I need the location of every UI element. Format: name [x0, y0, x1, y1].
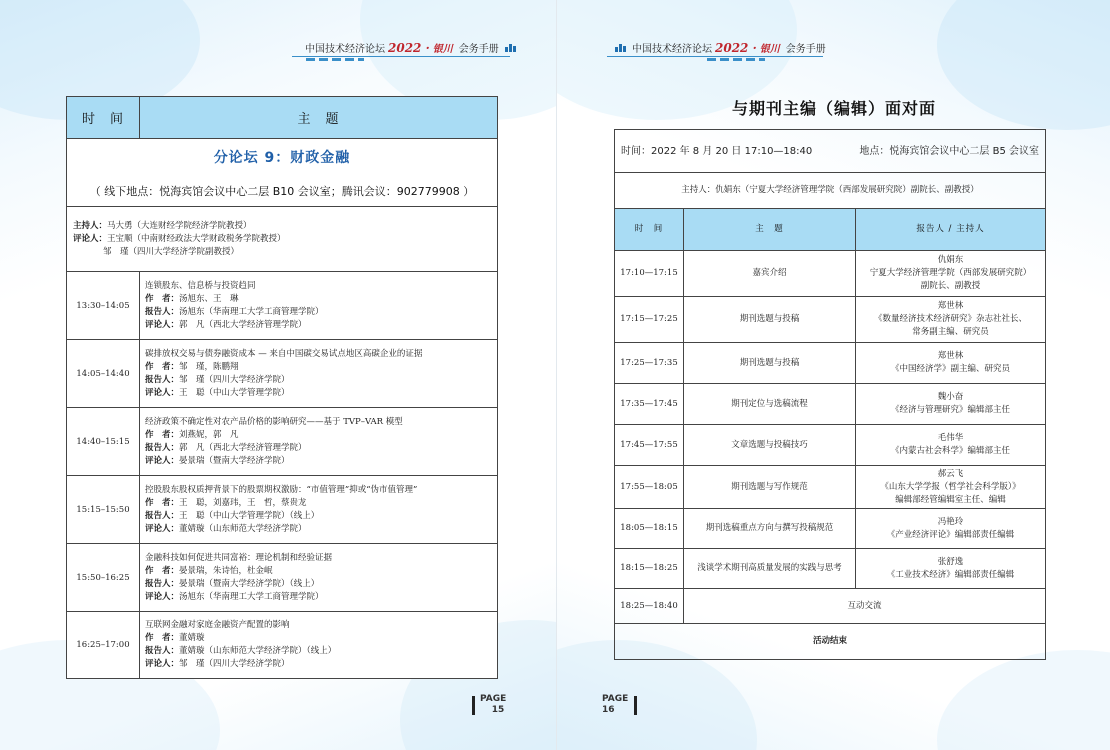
page-label: PAGE — [602, 694, 629, 704]
header-rule — [607, 56, 823, 57]
session-reporter: 邹 瑾（四川大学经济学院） — [179, 374, 290, 385]
row-time: 17:35—17:45 — [615, 384, 684, 425]
header-handbook: 会务手册 — [785, 44, 826, 55]
col-time-header: 时 间 — [615, 209, 684, 251]
header-handbook: 会务手册 — [458, 44, 499, 55]
reviewer-label: 评论人： — [145, 523, 180, 534]
speaker-line: 宁夏大学经济管理学院（西部发展研究院） — [869, 268, 1032, 278]
speaker-line: 《中国经济学》副主编、研究员 — [890, 364, 1010, 374]
forum-location: （ 线下地点：悦海宾馆会议中心二层 B10 会议室；腾讯会议：902779908 ） — [89, 184, 475, 198]
header-forum: 中国技术经济论坛 — [305, 44, 385, 55]
host-line: 主持人：仇娟东（宁夏大学经济管理学院（西部发展研究院）副院长、副教授） — [615, 173, 1046, 209]
row-speaker — [856, 297, 1046, 343]
session-time: 14:40–15:15 — [67, 408, 140, 476]
session-authors: 王 聪，刘嘉玮，王 哲，蔡贵龙 — [179, 497, 307, 508]
table-row — [615, 343, 1046, 384]
reviewer-label: 评论人： — [145, 659, 180, 669]
session-reviewer: 董婧璇（山东师范大学经济学院） — [179, 523, 307, 534]
row-speaker — [856, 343, 1046, 384]
row-topic: 期刊选题与投稿 — [684, 297, 856, 343]
meeting-table — [614, 129, 1046, 660]
session-row — [67, 612, 498, 679]
reporter-label: 报告人： — [145, 442, 180, 453]
page-number-value: 16 — [602, 705, 615, 715]
running-header — [305, 40, 516, 55]
author-label: 作 者： — [145, 293, 180, 304]
row-time: 17:55—18:05 — [615, 466, 684, 509]
session-title: 连锁股东、信息桥与投资趋同 — [145, 280, 256, 291]
table-row — [615, 509, 1046, 549]
forum-banner — [67, 139, 498, 207]
forum-title: 分论坛 9：财政金融 — [213, 149, 351, 166]
session-reviewer: 汤旭东（华南理工大学工商管理学院） — [179, 591, 324, 602]
speaker-line: 《工业技术经济》编辑部责任编辑 — [886, 569, 1015, 580]
host-label: 主持人： — [73, 220, 108, 231]
reporter-label: 报告人： — [145, 646, 180, 656]
session-authors: 邹 瑾，陈鹏翔 — [179, 361, 239, 372]
session-time: 14:05–14:40 — [67, 340, 140, 408]
session-time: 15:50–16:25 — [67, 544, 140, 612]
col-topic-header: 主 题 — [140, 97, 498, 139]
session-time: 15:15–15:50 — [67, 476, 140, 544]
row-speaker — [856, 466, 1046, 509]
session-reviewer: 郭 凡（西北大学经济管理学院） — [179, 319, 307, 330]
reviewer-label: 评论人： — [145, 387, 180, 398]
speaker-line: 魏小奋 — [937, 392, 964, 402]
session-row — [67, 544, 498, 612]
row-speaker — [856, 425, 1046, 466]
page-label: PAGE — [480, 694, 507, 704]
speaker-line: 郑世林 — [937, 351, 964, 361]
row-topic: 浅谈学术期刊高质量发展的实践与思考 — [684, 549, 856, 589]
session-title: 经济政策不确定性对农产品价格的影响研究——基于 TVP–VAR 模型 — [145, 416, 403, 427]
table-row — [615, 297, 1046, 343]
reporter-label: 报告人： — [145, 374, 180, 385]
host-name: 马大勇（大连财经学院经济学院教授） — [107, 220, 252, 231]
page-number — [480, 694, 506, 716]
background-decoration — [937, 650, 1110, 750]
table-row — [615, 466, 1046, 509]
speaker-line: 郝云飞 — [937, 468, 964, 479]
speaker-line: 《数量经济技术经济研究》杂志社社长、 — [873, 314, 1027, 324]
row-time: 18:15—18:25 — [615, 549, 684, 589]
row-speaker — [856, 251, 1046, 297]
session-time: 13:30–14:05 — [67, 272, 140, 340]
session-reporter: 董婧璇（山东师范大学经济学院）（线上） — [179, 646, 337, 656]
bar-logo-icon — [505, 43, 516, 52]
session-row — [67, 408, 498, 476]
session-reporter: 郭 凡（西北大学经济管理学院） — [179, 442, 307, 453]
speaker-line: 《经济与管理研究》编辑部主任 — [890, 405, 1010, 415]
page-title: 与期刊主编（编辑）面对面 — [731, 99, 936, 118]
header-rule — [292, 56, 510, 57]
speaker-line: 常务副主编、研究员 — [912, 327, 989, 337]
reviewer-label: 评论人： — [145, 455, 180, 466]
time-location-row — [615, 130, 1046, 173]
header-brand: 银川 — [759, 44, 780, 55]
speaker-line: 仇娟东 — [937, 255, 964, 265]
hosts-block — [67, 207, 498, 272]
header-dash — [306, 58, 364, 61]
row-speaker — [856, 384, 1046, 425]
author-label: 作 者： — [145, 633, 180, 643]
row-speaker — [856, 509, 1046, 549]
row-topic: 互动交流 — [684, 589, 1046, 624]
row-topic: 期刊定位与选稿流程 — [684, 384, 856, 425]
speaker-line: 编辑部经管编辑室主任、编辑 — [895, 494, 1006, 505]
header-brand: 银川 — [432, 44, 453, 55]
speaker-line: 冯艳玲 — [937, 516, 964, 527]
speaker-line: 张舒逸 — [937, 556, 964, 567]
author-label: 作 者： — [145, 565, 180, 576]
row-topic: 嘉宾介绍 — [684, 251, 856, 297]
author-label: 作 者： — [145, 429, 180, 440]
right-page — [556, 0, 1110, 750]
page-number-bar — [634, 696, 637, 715]
session-title: 互联网金融对家庭金融资产配置的影响 — [145, 620, 290, 630]
session-row — [67, 272, 498, 340]
row-time: 17:45—17:55 — [615, 425, 684, 466]
session-title: 控股股东股权质押背景下的股票期权激励：“市值管理”抑或“伪市值管理” — [145, 484, 418, 495]
row-time: 17:15—17:25 — [615, 297, 684, 343]
commentator-name: 王宝顺（中南财经政法大学财政税务学院教授） — [107, 233, 286, 244]
author-label: 作 者： — [145, 361, 180, 372]
header-dash — [707, 58, 765, 61]
session-reporter: 王 聪（中山大学管理学院）（线上） — [179, 510, 320, 521]
commentator-label: 评论人： — [73, 233, 108, 244]
session-row — [67, 340, 498, 408]
session-reviewer: 王 聪（中山大学管理学院） — [179, 387, 290, 398]
row-time: 18:25—18:40 — [615, 589, 684, 624]
session-reporter: 晏景瑞（暨南大学经济学院）（线上） — [179, 578, 320, 589]
speaker-line: 毛伟华 — [937, 433, 964, 443]
meeting-time: 时间：2022 年 8 月 20 日 17:10—18:40 — [621, 145, 813, 157]
author-label: 作 者： — [145, 497, 180, 508]
header-year: 2022 · — [715, 40, 757, 55]
reporter-label: 报告人： — [145, 578, 180, 589]
col-time-header: 时 间 — [67, 97, 140, 139]
reporter-label: 报告人： — [145, 510, 180, 521]
table-row — [615, 589, 1046, 624]
session-title: 金融科技如何促进共同富裕：理论机制和经验证据 — [145, 552, 333, 563]
row-topic: 期刊选题与写作规范 — [684, 466, 856, 509]
speaker-line: 郑世林 — [937, 301, 964, 311]
schedule-table — [66, 96, 498, 679]
speaker-line: 副院长、副教授 — [920, 281, 981, 291]
row-time: 17:10—17:15 — [615, 251, 684, 297]
row-topic: 期刊选稿重点方向与撰写投稿规范 — [684, 509, 856, 549]
session-authors: 董婧璇 — [179, 633, 205, 643]
end-row: 活动结束 — [615, 624, 1046, 660]
table-row — [615, 384, 1046, 425]
running-header — [615, 40, 826, 55]
session-title: 碳排放权交易与债券融资成本 — 来自中国碳交易试点地区高碳企业的证据 — [145, 348, 423, 359]
bar-logo-icon — [615, 43, 626, 52]
commentator-name: 邹 瑾（四川大学经济学院副教授） — [103, 246, 240, 257]
session-reviewer: 邹 瑾（四川大学经济学院） — [179, 659, 290, 669]
page-number-bar — [472, 696, 475, 715]
header-forum: 中国技术经济论坛 — [632, 44, 712, 55]
row-topic: 文章选题与投稿技巧 — [684, 425, 856, 466]
page-number-value: 15 — [491, 705, 505, 715]
page-number — [602, 694, 628, 716]
session-row — [67, 476, 498, 544]
speaker-line: 《产业经济评论》编辑部责任编辑 — [886, 529, 1015, 540]
speaker-line: 《山东大学学报（哲学社会科学版）》 — [880, 481, 1021, 492]
session-reporter: 汤旭东（华南理工大学工商管理学院） — [179, 306, 324, 317]
reporter-label: 报告人： — [145, 306, 180, 317]
table-row — [615, 251, 1046, 297]
session-authors: 汤旭东、王 琳 — [179, 293, 239, 304]
reviewer-label: 评论人： — [145, 319, 180, 330]
session-reviewer: 晏景瑞（暨南大学经济学院） — [179, 455, 290, 466]
row-time: 17:25—17:35 — [615, 343, 684, 384]
col-topic-header: 主 题 — [684, 209, 856, 251]
session-time: 16:25–17:00 — [67, 612, 140, 679]
session-authors: 晏景瑞，朱诗怡，杜金岷 — [179, 565, 273, 576]
table-row — [615, 549, 1046, 589]
table-row — [615, 425, 1046, 466]
header-year: 2022 · — [388, 40, 430, 55]
row-speaker — [856, 549, 1046, 589]
speaker-line: 《内蒙古社会科学》编辑部主任 — [890, 446, 1010, 456]
session-authors: 刘燕妮，郭 凡 — [179, 429, 239, 440]
reviewer-label: 评论人： — [145, 591, 180, 602]
meeting-location: 地点：悦海宾馆会议中心二层 B5 会议室 — [859, 145, 1039, 157]
row-time: 18:05—18:15 — [615, 509, 684, 549]
col-speaker-header: 报告人 / 主持人 — [856, 209, 1046, 251]
row-topic: 期刊选题与投稿 — [684, 343, 856, 384]
